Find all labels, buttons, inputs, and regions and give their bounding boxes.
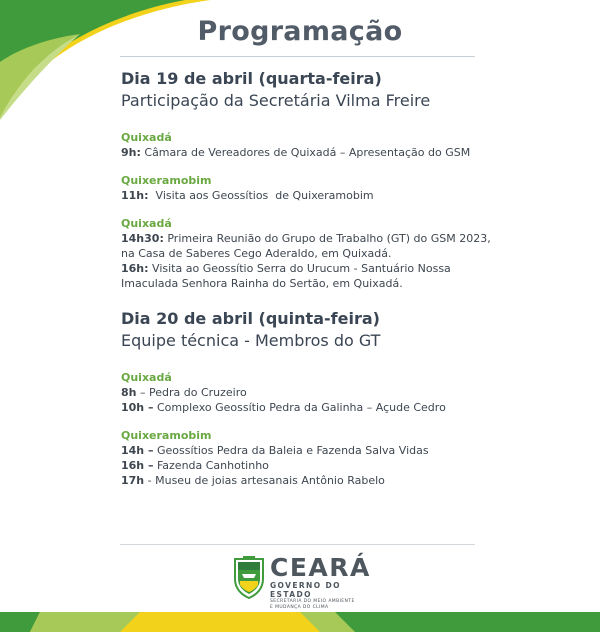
item-time: 8h (121, 386, 137, 399)
schedule-item (121, 246, 591, 261)
item-text: na Casa de Saberes Cego Aderaldo, em Quixadá. (121, 247, 392, 260)
item-text: Geossítios Pedra da Baleia e Fazenda Salva Vidas (153, 444, 429, 457)
schedule-item (121, 473, 591, 488)
item-time: 17h (121, 474, 145, 487)
item-text: - Museu de joias artesanais Antônio Rabelo (144, 474, 385, 487)
item-text: Primeira Reunião do Grupo de Trabalho (GT) do GSM 2023, (163, 232, 491, 245)
item-text: Fazenda Canhotinho (153, 459, 269, 472)
schedule-section (121, 173, 591, 203)
city-label: Quixeramobim (121, 174, 212, 187)
city-label: Quixadá (121, 371, 172, 384)
footer-divider (120, 544, 475, 545)
coat-of-arms-icon (232, 555, 266, 599)
page-title: Programação (197, 16, 403, 47)
item-text: Câmara de Vereadores de Quixadá – Apresentação do GSM (140, 146, 471, 159)
city-label: Quixadá (121, 217, 172, 230)
logo-secretariat-line2: E MUDANÇA DO CLIMA (270, 605, 329, 610)
schedule-item (121, 261, 591, 276)
day-heading: Dia 19 de abril (quarta-feira) (121, 69, 382, 88)
schedule-section (121, 428, 591, 488)
schedule-section (121, 370, 591, 415)
schedule-item (121, 400, 591, 415)
government-logo (232, 553, 382, 610)
schedule-section (121, 130, 591, 160)
item-time: 10h – (121, 401, 154, 414)
item-time: 14h30: (121, 232, 164, 245)
bottom-decoration (0, 612, 600, 632)
title-divider (120, 56, 475, 57)
logo-brand: CEARÁ (270, 553, 371, 582)
item-text: Imaculada Senhora Rainha do Sertão, em Quixadá. (121, 277, 403, 290)
schedule-section (121, 216, 591, 291)
item-time: 14h – (121, 444, 154, 457)
schedule-item (121, 385, 591, 400)
schedule-item (121, 231, 591, 246)
item-time: 16h – (121, 459, 154, 472)
schedule-item (121, 145, 591, 160)
day-subheading: Equipe técnica - Membros do GT (121, 331, 381, 350)
city-label: Quixadá (121, 131, 172, 144)
schedule-item (121, 458, 591, 473)
schedule-item (121, 276, 591, 291)
logo-secretariat-line1: SECRETARIA DO MEIO AMBIENTE (270, 599, 355, 604)
item-time: 9h: (121, 146, 141, 159)
schedule-item (121, 188, 591, 203)
city-label: Quixeramobim (121, 429, 212, 442)
item-text: Complexo Geossítio Pedra da Galinha – Açude Cedro (153, 401, 446, 414)
day-heading: Dia 20 de abril (quinta-feira) (121, 309, 380, 328)
item-time: 11h: (121, 189, 149, 202)
item-text: Visita aos Geossítios de Quixeramobim (148, 189, 374, 202)
schedule-item (121, 443, 591, 458)
item-text: – Pedra do Cruzeiro (136, 386, 247, 399)
item-text: Visita ao Geossítio Serra do Urucum - Santuário Nossa (148, 262, 451, 275)
item-time: 16h: (121, 262, 149, 275)
logo-government: GOVERNO DO ESTADO (270, 581, 341, 599)
schedule (121, 68, 591, 501)
day-subheading: Participação da Secretária Vilma Freire (121, 91, 431, 110)
